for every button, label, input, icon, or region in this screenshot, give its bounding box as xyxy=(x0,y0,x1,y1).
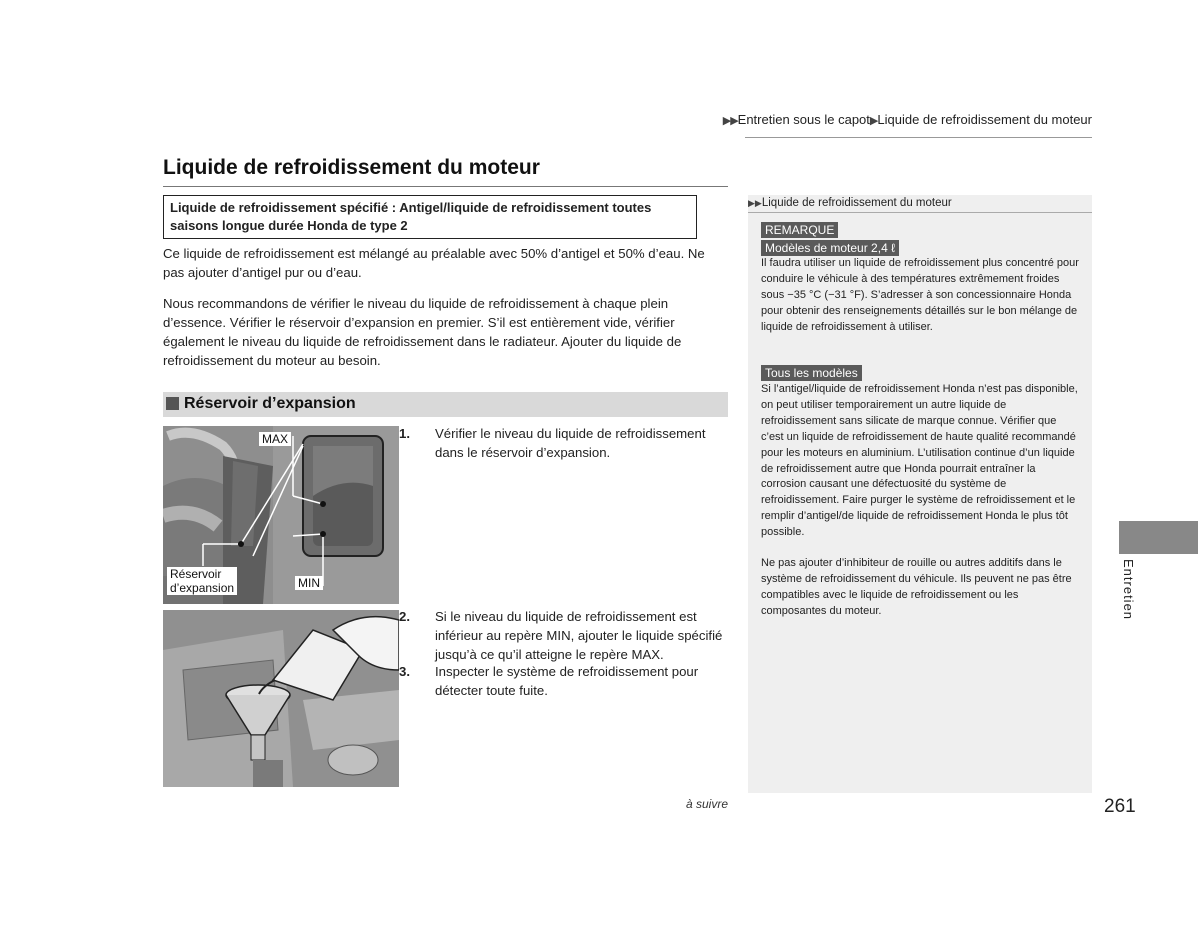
label-reservoir xyxy=(167,567,237,595)
breadcrumb-part-2: Liquide de refroidissement du moteur xyxy=(877,112,1092,127)
sidebar-header-text: Liquide de refroidissement du moteur xyxy=(761,197,952,209)
sidebar-header xyxy=(748,195,1092,213)
page-number: 261 xyxy=(1104,796,1136,817)
step-number: 3. xyxy=(399,664,410,679)
double-arrow-icon: ▶▶ xyxy=(748,198,762,208)
step-1 xyxy=(399,424,727,462)
title-rule xyxy=(163,186,728,187)
chapter-tab-block xyxy=(1119,521,1198,554)
sidebar-text-all: Si l’antigel/liquide de refroidissement Honda n’est pas disponible, on peut utiliser temporairement un autre liquide de refroidissement sans silicate de marque connue. Vérifier que c’est un liquide de refroidissement de haute qualité recommandé pour les moteurs en aluminium. L’utilisation continue d’un liquide de refroidissement autre que Honda pourrait entraîner la corrosion causant une défectuosité du système de refroidissement. Faire purger le système de refroidissement et le remplir d’antigel/de liquide de refroidissement Honda le plus tôt possible. xyxy=(761,383,1078,539)
remarque-tag: REMARQUE xyxy=(761,222,838,238)
label-reservoir-line-1: Réservoir xyxy=(170,567,222,581)
breadcrumb xyxy=(660,112,1092,127)
figure-expansion-reservoir xyxy=(163,426,399,604)
step-2 xyxy=(399,607,727,664)
page-title: Liquide de refroidissement du moteur xyxy=(163,156,540,179)
paragraph-premix: Ce liquide de refroidissement est mélangé au préalable avec 50% d’antigel et 50% d’eau. Ne pas ajouter d’antigel pur ou d’eau. xyxy=(163,246,705,280)
chapter-tab-label: Entretien xyxy=(1121,559,1136,621)
all-models-tag: Tous les modèles xyxy=(761,365,862,381)
paragraph-recommendation: Nous recommandons de vérifier le niveau du liquide de refroidissement à chaque plein d’essence. Vérifier le réservoir d’expansion en premier. S’il est entièrement vide, vérifier également le niveau du liquide de refroidissement dans le radiateur. Ajouter du liquide de refroidissement du moteur au besoin. xyxy=(163,296,682,368)
spec-box-line-1: Liquide de refroidissement spécifié : Antigel/liquide de refroidissement toutes xyxy=(170,200,652,215)
section-title: Réservoir d’expansion xyxy=(184,395,356,412)
figure-pouring-coolant xyxy=(163,610,399,787)
models-24-tag: Modèles de moteur 2,4 ℓ xyxy=(761,240,899,256)
label-min: MIN xyxy=(295,576,323,590)
step-text: Inspecter le système de refroidissement pour détecter toute fuite. xyxy=(435,664,699,698)
sidebar-text-additives: Ne pas ajouter d’inhibiteur de rouille ou autres additifs dans le système de refroidissement du véhicule. Ils peuvent ne pas être compatibles avec le liquide de refroidissement ou les composantes du moteur. xyxy=(761,557,1072,617)
sidebar-text-24: Il faudra utiliser un liquide de refroidissement plus concentré pour conduire le véhicule à des températures extrêmement froides sous −35 °C (−31 °F). S’adresser à son concessionnaire Honda pour obtenir des renseignements détaillés sur le bon mélange de liquide de refroidissement à utiliser. xyxy=(761,257,1079,333)
spec-box xyxy=(163,195,697,239)
continued-label: à suivre xyxy=(686,797,729,811)
breadcrumb-part-1: Entretien sous le capot xyxy=(737,112,870,127)
header-rule xyxy=(745,137,1092,138)
step-text: Si le niveau du liquide de refroidissement est inférieur au repère MIN, ajouter le liquide spécifié jusqu’à ce qu’il atteigne le repère MAX. xyxy=(435,609,723,662)
spec-box-line-2: saisons longue durée Honda de type 2 xyxy=(170,218,408,233)
arrow-icon: ▶ xyxy=(869,115,878,127)
pouring-illustration xyxy=(163,610,399,787)
step-number: 1. xyxy=(399,426,410,441)
step-text: Vérifier le niveau du liquide de refroidissement dans le réservoir d’expansion. xyxy=(435,426,706,460)
section-square-icon xyxy=(166,397,179,410)
label-reservoir-line-2: d’expansion xyxy=(170,581,235,595)
label-max: MAX xyxy=(259,432,291,446)
step-number: 2. xyxy=(399,609,410,624)
step-3 xyxy=(399,662,727,700)
double-arrow-icon: ▶▶ xyxy=(722,115,738,127)
